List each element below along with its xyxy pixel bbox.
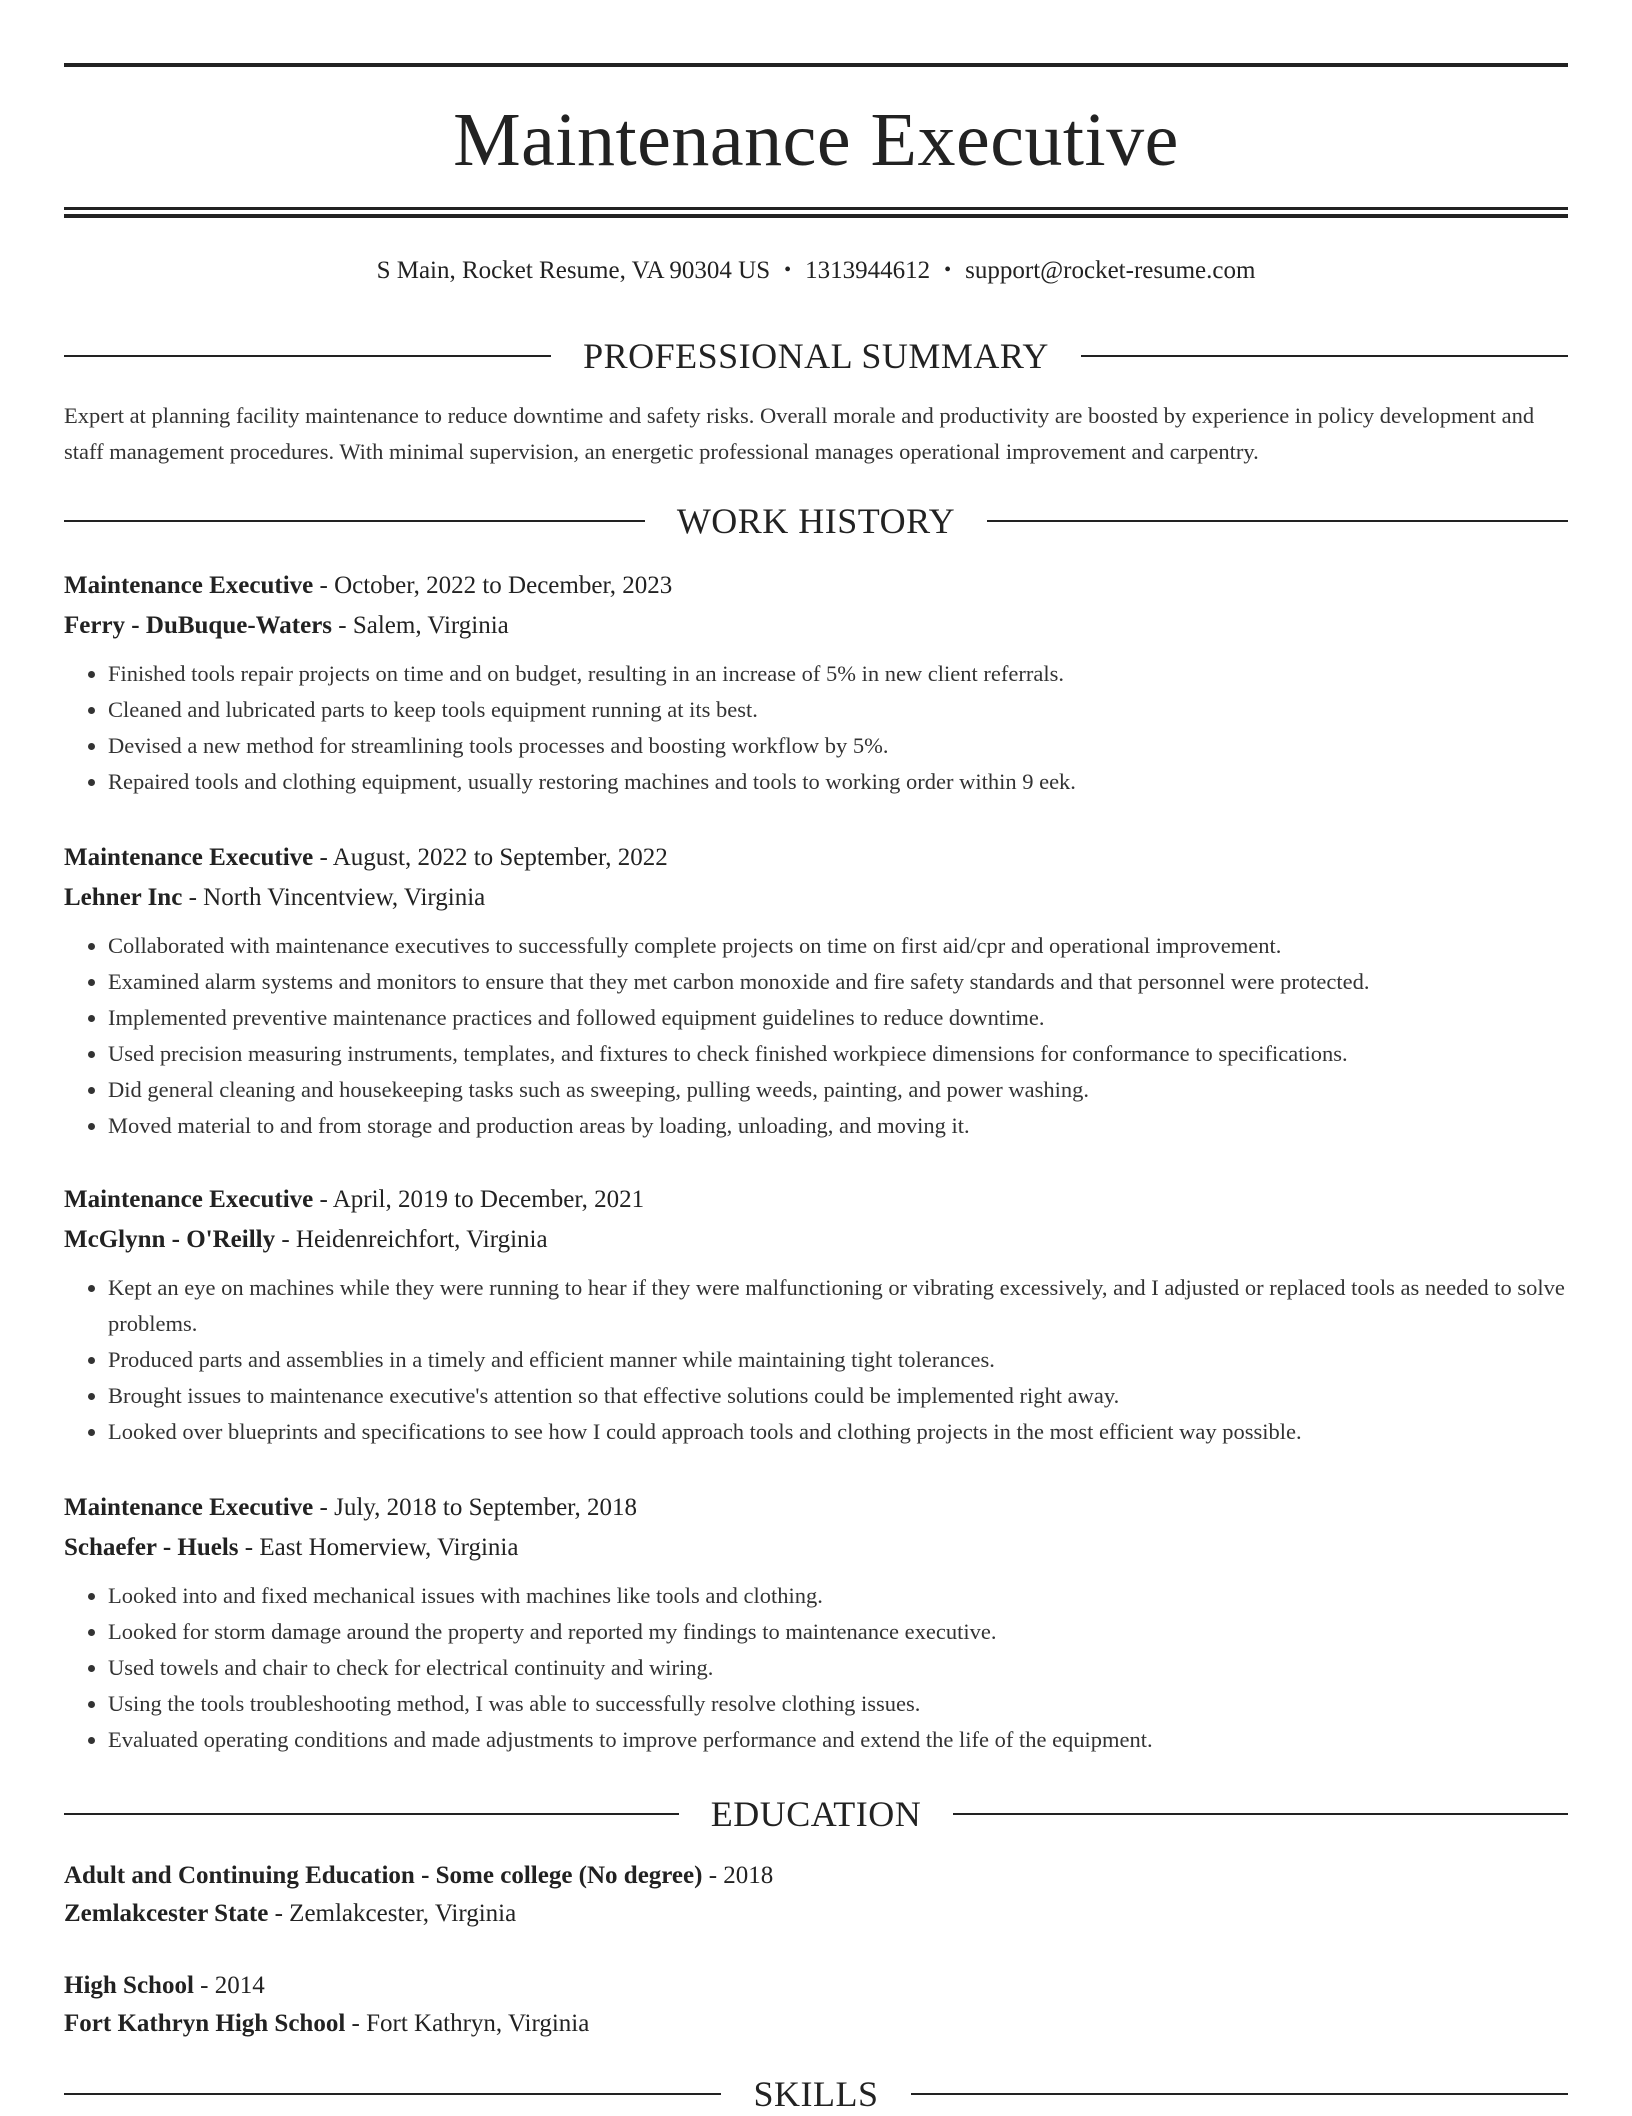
education-school: Zemlakcester State bbox=[64, 1900, 269, 1927]
job-title: Maintenance Executive bbox=[64, 572, 314, 599]
job-entry bbox=[64, 1180, 1568, 1450]
job-entry bbox=[64, 566, 1568, 800]
job-location: - East Homerview, Virginia bbox=[238, 1534, 519, 1561]
contact-separator: • bbox=[944, 259, 952, 281]
job-dates: - July, 2018 to September, 2018 bbox=[313, 1494, 637, 1521]
job-location: - Heidenreichfort, Virginia bbox=[275, 1226, 548, 1253]
contact-line bbox=[64, 254, 1568, 289]
job-bullet: • Did general cleaning and housekeeping tasks such as sweeping, pulling weeds, painting, and power washing. bbox=[108, 1072, 1568, 1108]
job-title: Maintenance Executive bbox=[64, 844, 314, 871]
job-bullets bbox=[64, 656, 1568, 800]
education-location: - Fort Kathryn, Virginia bbox=[345, 2010, 590, 2037]
job-dates: - October, 2022 to December, 2023 bbox=[313, 572, 673, 599]
job-bullet: • Moved material to and from storage and production areas by loading, unloading, and moving it. bbox=[108, 1108, 1568, 1144]
contact-separator: • bbox=[784, 259, 792, 281]
education-year: - 2018 bbox=[702, 1862, 774, 1889]
job-bullet: • Repaired tools and clothing equipment, usually restoring machines and tools to working order within 9 eek. bbox=[108, 764, 1568, 800]
job-bullet: • Produced parts and assemblies in a timely and efficient manner while maintaining tight tolerances. bbox=[108, 1342, 1568, 1378]
job-bullets bbox=[64, 1270, 1568, 1450]
job-location: - North Vincentview, Virginia bbox=[182, 884, 486, 911]
section-heading-summary bbox=[64, 334, 1568, 378]
education-entry bbox=[64, 1967, 1568, 2043]
education-entry bbox=[64, 1857, 1568, 1933]
job-bullet: • Looked into and fixed mechanical issues with machines like tools and clothing. bbox=[108, 1578, 1568, 1614]
top-rule bbox=[64, 63, 1568, 67]
title-double-rule bbox=[64, 207, 1568, 218]
resume-title: Maintenance Executive bbox=[453, 98, 1179, 182]
job-bullet: • Collaborated with maintenance executives to successfully complete projects on time on first aid/cpr and operational improvement. bbox=[108, 928, 1568, 964]
job-company: Lehner Inc bbox=[64, 884, 183, 911]
job-company: McGlynn - O'Reilly bbox=[64, 1226, 276, 1253]
job-bullet: • Looked over blueprints and specifications to see how I could approach tools and clothing projects in the most efficient way possible. bbox=[108, 1414, 1568, 1450]
job-entry bbox=[64, 838, 1568, 1144]
contact-phone: 1313944612 bbox=[805, 257, 931, 284]
job-bullet: • Finished tools repair projects on time and on budget, resulting in an increase of 5% in new client referrals. bbox=[108, 656, 1568, 692]
job-bullet: • Kept an eye on machines while they were running to hear if they were malfunctioning or vibrating excessively, and I adjusted or replaced tools as needed to solve problems. bbox=[108, 1270, 1568, 1342]
job-location: - Salem, Virginia bbox=[332, 612, 509, 639]
job-bullet: • Looked for storm damage around the property and reported my findings to maintenance executive. bbox=[108, 1614, 1568, 1650]
education-location: - Zemlakcester, Virginia bbox=[268, 1900, 517, 1927]
section-heading-work-history bbox=[64, 499, 1568, 543]
job-title: Maintenance Executive bbox=[64, 1494, 314, 1521]
job-bullets bbox=[64, 928, 1568, 1144]
job-dates: - August, 2022 to September, 2022 bbox=[313, 844, 668, 871]
job-bullets bbox=[64, 1578, 1568, 1758]
job-title: Maintenance Executive bbox=[64, 1186, 314, 1213]
job-bullet: • Devised a new method for streamlining tools processes and boosting workflow by 5%. bbox=[108, 728, 1568, 764]
section-heading-skills bbox=[64, 2072, 1568, 2116]
job-bullet: • Using the tools troubleshooting method, I was able to successfully resolve clothing issues. bbox=[108, 1686, 1568, 1722]
job-entry bbox=[64, 1488, 1568, 1758]
job-bullet: • Examined alarm systems and monitors to ensure that they met carbon monoxide and fire safety standards and that personnel were protected. bbox=[108, 964, 1568, 1000]
job-bullet: • Used towels and chair to check for electrical continuity and wiring. bbox=[108, 1650, 1568, 1686]
section-title: WORK HISTORY bbox=[645, 501, 987, 541]
contact-email: support@rocket-resume.com bbox=[965, 257, 1256, 284]
section-title: SKILLS bbox=[721, 2074, 910, 2114]
job-company: Ferry - DuBuque-Waters bbox=[64, 612, 333, 639]
education-year: - 2014 bbox=[193, 1972, 265, 1999]
section-title: EDUCATION bbox=[679, 1794, 953, 1834]
job-bullet: • Used precision measuring instruments, templates, and fixtures to check finished workpiece dimensions for conformance to specifications. bbox=[108, 1036, 1568, 1072]
job-bullet: • Implemented preventive maintenance practices and followed equipment guidelines to reduce downtime. bbox=[108, 1000, 1568, 1036]
section-heading-education bbox=[64, 1792, 1568, 1836]
section-title: PROFESSIONAL SUMMARY bbox=[551, 336, 1081, 376]
contact-address: S Main, Rocket Resume, VA 90304 US bbox=[376, 257, 771, 284]
education-degree: Adult and Continuing Education - Some college (No degree) bbox=[64, 1862, 703, 1889]
job-bullet: • Brought issues to maintenance executive's attention so that effective solutions could be implemented right away. bbox=[108, 1378, 1568, 1414]
job-bullet: • Evaluated operating conditions and made adjustments to improve performance and extend the life of the equipment. bbox=[108, 1722, 1568, 1758]
job-bullet: • Cleaned and lubricated parts to keep tools equipment running at its best. bbox=[108, 692, 1568, 728]
education-degree: High School bbox=[64, 1972, 194, 1999]
education-school: Fort Kathryn High School bbox=[64, 2010, 346, 2037]
summary-text: Expert at planning facility maintenance to reduce downtime and safety risks. Overall morale and productivity are boosted by experience in policy development and staff management procedures. With minimal supervision, an energetic professional manages operational improvement and carpentry. bbox=[64, 403, 1535, 464]
job-dates: - April, 2019 to December, 2021 bbox=[313, 1186, 645, 1213]
job-company: Schaefer - Huels bbox=[64, 1534, 239, 1561]
